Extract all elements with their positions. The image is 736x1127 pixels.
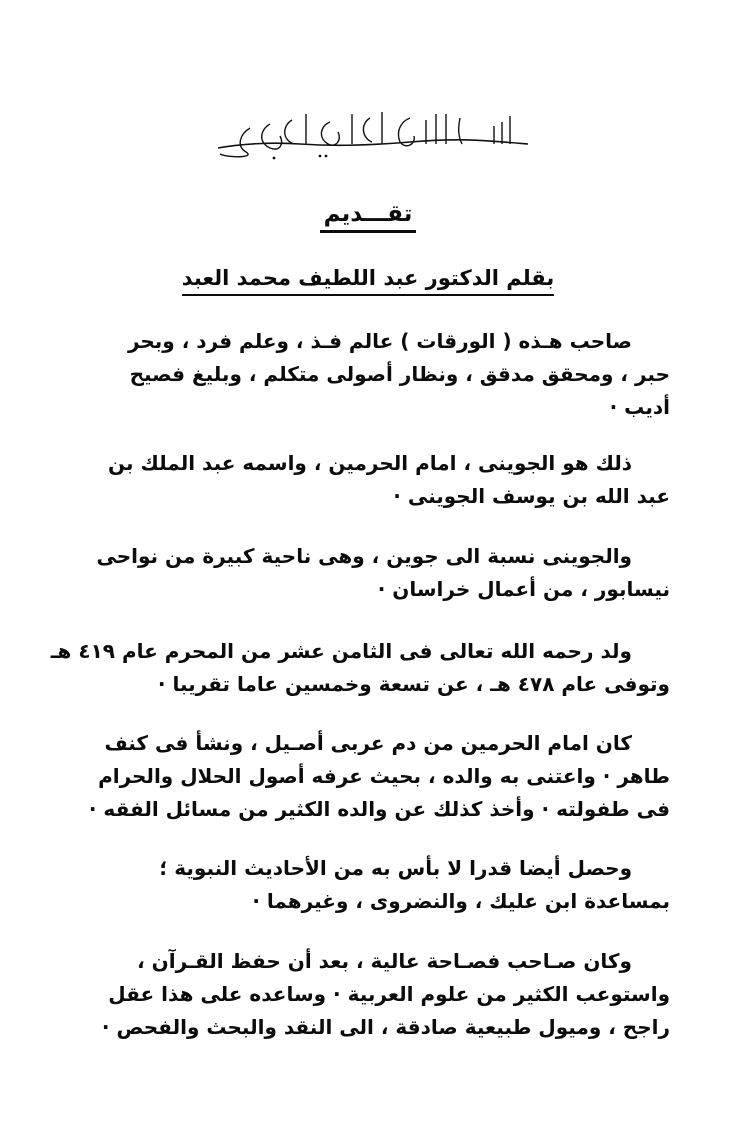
paragraph-line: واستوعب الكثير من علوم العربية · وساعده على هذا عقل	[108, 982, 670, 1006]
paragraph-3	[64, 540, 670, 606]
paragraph-line: والجوينى نسبة الى جوين ، وهى ناحية كبيرة من نواحى	[96, 544, 632, 568]
basmala-calligraphy-image	[210, 104, 540, 164]
author-text: بقلم الدكتور عبد اللطيف محمد العبد	[182, 264, 555, 296]
paragraph-6	[64, 852, 670, 918]
paragraph-line: حبر ، ومحقق مدقق ، ونظار أصولى متكلم ، وبليغ فصيح	[129, 362, 670, 386]
paragraph-line: ولد رحمه الله تعالى فى الثامن عشر من المحرم عام ٤١٩ هـ	[50, 639, 632, 663]
paragraph-7	[64, 945, 670, 1044]
paragraph-line: بمساعدة ابن عليك ، والنضروى ، وغيرهما ·	[252, 889, 670, 913]
paragraph-line: وكان صـاحب فصـاحة عالية ، بعد أن حفظ القـرآن ،	[137, 949, 632, 973]
paragraph-5	[64, 727, 670, 826]
paragraph-1	[64, 325, 670, 424]
paragraph-line: فى طفولته · وأخذ كذلك عن والده الكثير من مسائل الفقه ·	[88, 797, 670, 821]
basmala-calligraphy	[210, 104, 540, 164]
paragraph-line: ذلك هو الجوينى ، امام الحرمين ، واسمه عبد الملك بن	[108, 451, 632, 475]
page-title	[0, 200, 736, 233]
title-text: تقـــديم	[320, 200, 417, 233]
paragraph-line: وتوفى عام ٤٧٨ هـ ، عن تسعة وخمسين عاما تقريبا ·	[157, 672, 670, 696]
paragraph-line: راجح ، وميول طبيعية صادقة ، الى النقد والبحث والفحص ·	[101, 1015, 670, 1039]
paragraph-line: أديب ·	[609, 395, 670, 419]
paragraph-line: كان امام الحرمين من دم عربى أصـيل ، ونشأ فى كنف	[104, 731, 632, 755]
paragraph-line: طاهر · واعتنى به والده ، بحيث عرفه أصول الحلال والحرام	[98, 764, 670, 788]
paragraph-line: صاحب هـذه ( الورقات ) عالم فـذ ، وعلم فرد ، وبحر	[127, 329, 632, 353]
paragraph-line: عبد الله بن يوسف الجوينى ·	[393, 484, 670, 508]
paragraph-4	[50, 635, 670, 701]
paragraph-line: نيسابور ، من أعمال خراسان ·	[377, 577, 670, 601]
paragraph-line: وحصل أيضا قدرا لا بأس به من الأحاديث النبوية ؛	[159, 856, 632, 880]
paragraph-2	[64, 447, 670, 513]
author-line	[0, 264, 736, 296]
